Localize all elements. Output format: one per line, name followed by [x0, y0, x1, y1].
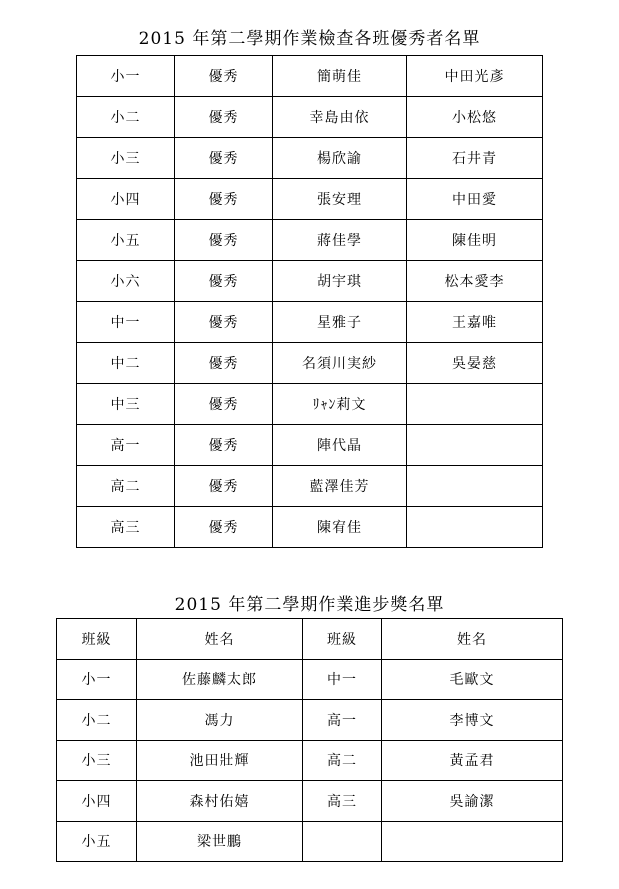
- student-name-cell: 胡宇琪: [273, 261, 407, 302]
- grade-cell: 優秀: [175, 261, 273, 302]
- student-name-cell: 陳佳明: [407, 220, 543, 261]
- class-cell: 中一: [77, 302, 175, 343]
- grade-cell: 優秀: [175, 343, 273, 384]
- table-row: [57, 821, 563, 862]
- table-row: [57, 781, 563, 822]
- class-cell: 小四: [57, 781, 137, 822]
- table-row: [77, 425, 543, 466]
- student-name-cell: 陣代晶: [273, 425, 407, 466]
- class-cell: 高二: [77, 466, 175, 507]
- student-name-cell: 吳諭潔: [382, 781, 563, 822]
- class-cell: 小五: [57, 821, 137, 862]
- table-row: [77, 179, 543, 220]
- class-cell: 高二: [303, 740, 382, 781]
- student-name-cell: 毛歐文: [382, 659, 563, 700]
- student-name-cell: 李博文: [382, 700, 563, 741]
- student-name-cell: 池田壯輝: [137, 740, 303, 781]
- table-row: [77, 384, 543, 425]
- class-cell: 小三: [77, 138, 175, 179]
- student-name-cell: 馮力: [137, 700, 303, 741]
- class-cell: 小二: [77, 97, 175, 138]
- column-header: 姓名: [137, 619, 303, 660]
- table-row: [57, 740, 563, 781]
- student-name-cell: 張安理: [273, 179, 407, 220]
- excellent-students-table: [76, 55, 543, 548]
- student-name-cell: 簡萌佳: [273, 56, 407, 97]
- class-cell: 小五: [77, 220, 175, 261]
- student-name-cell: 藍澤佳芳: [273, 466, 407, 507]
- class-cell: 高三: [77, 507, 175, 548]
- table-row: [77, 466, 543, 507]
- student-name-cell: 森村佑嬉: [137, 781, 303, 822]
- table-row: [77, 302, 543, 343]
- table-row: [77, 97, 543, 138]
- student-name-cell: 吳晏慈: [407, 343, 543, 384]
- class-cell: 高一: [303, 700, 382, 741]
- student-name-cell: 幸島由依: [273, 97, 407, 138]
- grade-cell: 優秀: [175, 425, 273, 466]
- grade-cell: 優秀: [175, 302, 273, 343]
- student-name-cell: 黃孟君: [382, 740, 563, 781]
- class-cell: 小四: [77, 179, 175, 220]
- table-row: [77, 220, 543, 261]
- progress-award-table: [56, 618, 563, 862]
- class-cell: 小一: [77, 56, 175, 97]
- grade-cell: 優秀: [175, 179, 273, 220]
- student-name-cell: 小松悠: [407, 97, 543, 138]
- grade-cell: 優秀: [175, 56, 273, 97]
- student-name-cell: 中田愛: [407, 179, 543, 220]
- grade-cell: 優秀: [175, 138, 273, 179]
- student-name-cell: 陳宥佳: [273, 507, 407, 548]
- class-cell: 高三: [303, 781, 382, 822]
- class-cell: 中一: [303, 659, 382, 700]
- table-row: [77, 343, 543, 384]
- student-name-cell: 名須川実紗: [273, 343, 407, 384]
- class-cell: 中二: [77, 343, 175, 384]
- student-name-cell: 佐藤麟太郎: [137, 659, 303, 700]
- grade-cell: 優秀: [175, 466, 273, 507]
- table-row: [77, 138, 543, 179]
- table-row: [77, 261, 543, 302]
- student-name-cell: [407, 384, 543, 425]
- table-row: [77, 507, 543, 548]
- grade-cell: 優秀: [175, 384, 273, 425]
- class-cell: 小六: [77, 261, 175, 302]
- student-name-cell: 松本愛李: [407, 261, 543, 302]
- student-name-cell: 楊欣諭: [273, 138, 407, 179]
- student-name-cell: [407, 425, 543, 466]
- student-name-cell: [382, 821, 563, 862]
- grade-cell: 優秀: [175, 97, 273, 138]
- student-name-cell: 梁世鵬: [137, 821, 303, 862]
- table-row: [57, 700, 563, 741]
- student-name-cell: 王嘉唯: [407, 302, 543, 343]
- student-name-cell: 蔣佳學: [273, 220, 407, 261]
- student-name-cell: 中田光彥: [407, 56, 543, 97]
- class-cell: 小三: [57, 740, 137, 781]
- class-cell: 小二: [57, 700, 137, 741]
- table-header-row: [57, 619, 563, 660]
- student-name-cell: 星雅子: [273, 302, 407, 343]
- student-name-cell: ﾘｬﾝ莉文: [273, 384, 407, 425]
- column-header: 班級: [57, 619, 137, 660]
- progress-award-title: 2015 年第二學期作業進步獎名單: [174, 595, 445, 615]
- class-cell: 中三: [77, 384, 175, 425]
- grade-cell: 優秀: [175, 507, 273, 548]
- table-row: [77, 56, 543, 97]
- grade-cell: 優秀: [175, 220, 273, 261]
- student-name-cell: [407, 507, 543, 548]
- class-cell: 小一: [57, 659, 137, 700]
- excellent-list-title: 2015 年第二學期作業檢查各班優秀者名單: [138, 29, 481, 49]
- student-name-cell: 石井青: [407, 138, 543, 179]
- class-cell: [303, 821, 382, 862]
- column-header: 班級: [303, 619, 382, 660]
- table-row: [57, 659, 563, 700]
- column-header: 姓名: [382, 619, 563, 660]
- student-name-cell: [407, 466, 543, 507]
- class-cell: 高一: [77, 425, 175, 466]
